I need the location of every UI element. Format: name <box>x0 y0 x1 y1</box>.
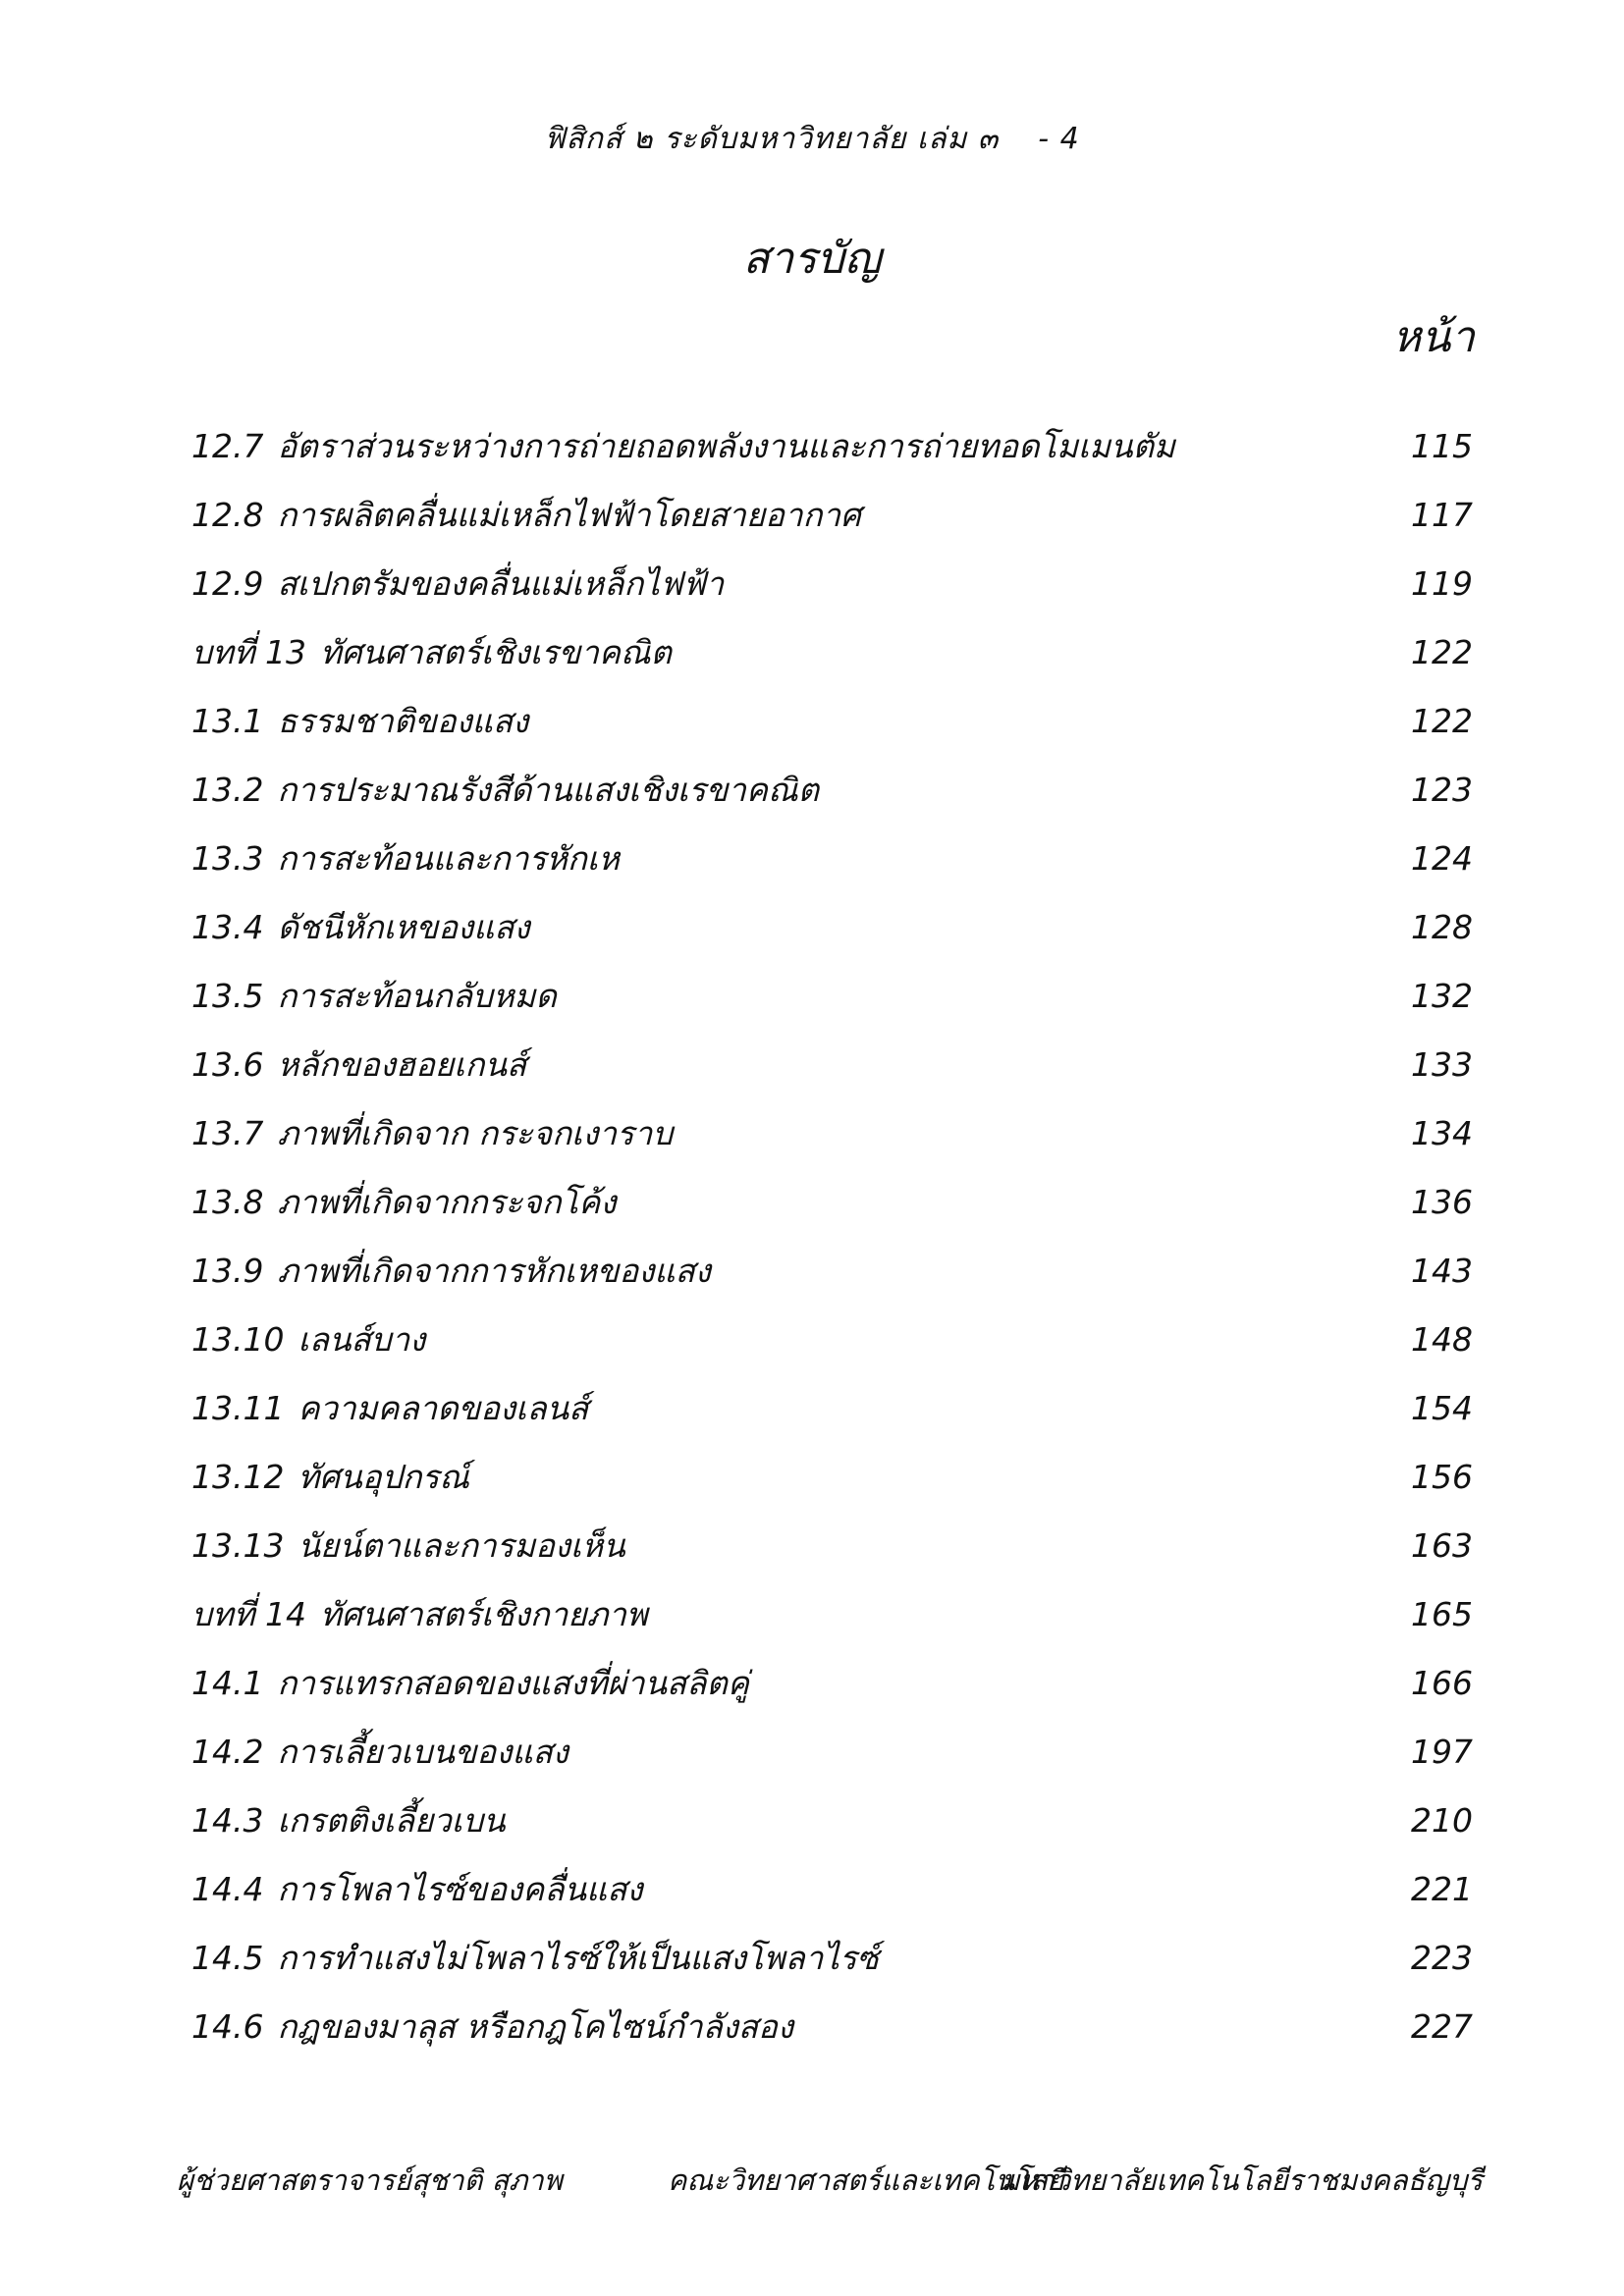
toc-entry-page: 210 <box>1411 1801 1473 1840</box>
toc-entry-title: เลนส์บาง <box>298 1320 426 1359</box>
toc-entry-title: การโพลาไรซ์ของคลื่นแสง <box>277 1870 643 1908</box>
toc-entry-page: 223 <box>1411 1939 1473 1977</box>
toc-entry-page: 148 <box>1411 1320 1473 1359</box>
running-header <box>0 116 1624 162</box>
toc-entry-number: 14.5 <box>191 1939 264 1977</box>
toc-entry <box>191 1374 1473 1443</box>
toc-entry-number: 14.3 <box>191 1801 264 1840</box>
toc-entry-title: การสะท้อนและการหักเห <box>277 839 620 878</box>
toc-entry-page: 115 <box>1411 427 1473 465</box>
toc-entry <box>191 1306 1473 1374</box>
toc-entry-page: 128 <box>1411 908 1473 946</box>
page-column-label: หน้า <box>1392 312 1475 362</box>
toc-entry-number: 14.4 <box>191 1870 264 1908</box>
toc-entry-number: 12.8 <box>191 496 264 534</box>
toc-entry <box>191 1718 1473 1787</box>
header-page-number: - 4 <box>1038 122 1080 156</box>
toc-entry-title: ธรรมชาติของแสง <box>277 702 529 740</box>
toc-entry-page: 166 <box>1411 1664 1473 1702</box>
toc-entry-page: 143 <box>1411 1252 1473 1290</box>
toc-entry-page: 132 <box>1411 977 1473 1015</box>
toc-entry-page: 119 <box>1411 564 1473 603</box>
toc-entry <box>191 1993 1473 2061</box>
toc-entry-title: การเลี้ยวเบนของแสง <box>277 1733 568 1771</box>
toc-entry <box>191 1855 1473 1924</box>
toc-entry-title: การประมาณรังสีด้านแสงเชิงเรขาคณิต <box>277 771 820 809</box>
toc-entry-number: 13.7 <box>191 1114 264 1152</box>
toc-entry <box>191 1168 1473 1237</box>
toc-entry <box>191 962 1473 1031</box>
toc-entry <box>191 893 1473 962</box>
toc-entry <box>191 1512 1473 1580</box>
toc-entry-number: 13.2 <box>191 771 264 809</box>
toc-entry-page: 117 <box>1411 496 1473 534</box>
table-of-contents <box>191 412 1473 2061</box>
toc-entry-number: 12.9 <box>191 564 264 603</box>
toc-entry-title: ภาพที่เกิดจากการหักเหของแสง <box>277 1252 711 1290</box>
toc-entry-title: ภาพที่เกิดจาก กระจกเงาราบ <box>277 1114 674 1152</box>
toc-entry <box>191 618 1473 687</box>
toc-entry-page: 163 <box>1411 1526 1473 1565</box>
toc-entry-title: การผลิตคลื่นแม่เหล็กไฟฟ้าโดยสายอากาศ <box>277 496 861 534</box>
footer-faculty: คณะวิทยาศาสตร์และเทคโนโลยี <box>668 2163 1064 2197</box>
toc-entry-title: ทัศนอุปกรณ์ <box>298 1458 469 1496</box>
toc-entry <box>191 825 1473 893</box>
toc-entry-page: 122 <box>1411 702 1473 740</box>
toc-entry-title: การสะท้อนกลับหมด <box>277 977 557 1015</box>
toc-entry-title: การทำแสงไม่โพลาไรซ์ให้เป็นแสงโพลาไรซ์ <box>277 1939 879 1977</box>
toc-entry-page: 221 <box>1411 1870 1473 1908</box>
toc-entry-title: อัตราส่วนระหว่างการถ่ายถอดพลังงานและการถ่ายทอดโมเมนตัม <box>277 427 1175 465</box>
toc-entry-number: 14.1 <box>191 1664 264 1702</box>
toc-entry <box>191 756 1473 825</box>
toc-entry-number: 13.4 <box>191 908 264 946</box>
toc-entry-number: บทที่ 14 <box>191 1595 306 1633</box>
toc-entry-title: เกรตติงเลี้ยวเบน <box>277 1801 506 1840</box>
footer-author: ผู้ช่วยศาสตราจารย์สุชาติ สุภาพ <box>177 2163 563 2197</box>
page-title: สารบัญ <box>742 234 882 284</box>
toc-entry-number: 13.6 <box>191 1045 264 1084</box>
toc-entry-title: ทัศนศาสตร์เชิงเรขาคณิต <box>319 633 672 671</box>
toc-entry-title: นัยน์ตาและการมองเห็น <box>298 1526 625 1565</box>
toc-entry-title: กฎของมาลุส หรือกฎโคไซน์กำลังสอง <box>277 2007 793 2046</box>
toc-entry-number: 13.5 <box>191 977 264 1015</box>
book-title: ฟิสิกส์ ๒ ระดับมหาวิทยาลัย เล่ม ๓ <box>544 122 1000 156</box>
toc-entry-number: 13.9 <box>191 1252 264 1290</box>
toc-entry <box>191 1787 1473 1855</box>
toc-entry-title: ทัศนศาสตร์เชิงกายภาพ <box>319 1595 648 1633</box>
toc-entry <box>191 481 1473 550</box>
toc-entry-number: 13.1 <box>191 702 264 740</box>
toc-entry <box>191 1649 1473 1718</box>
toc-entry-page: 197 <box>1411 1733 1473 1771</box>
toc-entry-page: 133 <box>1411 1045 1473 1084</box>
toc-entry-number: 13.3 <box>191 839 264 878</box>
toc-entry-number: บทที่ 13 <box>191 633 306 671</box>
toc-entry <box>191 1099 1473 1168</box>
toc-entry-page: 156 <box>1411 1458 1473 1496</box>
toc-entry-page: 136 <box>1411 1183 1473 1221</box>
toc-entry-title: ความคลาดของเลนส์ <box>298 1389 589 1427</box>
toc-entry <box>191 550 1473 618</box>
toc-entry <box>191 687 1473 756</box>
toc-entry <box>191 1580 1473 1649</box>
toc-entry-page: 154 <box>1411 1389 1473 1427</box>
toc-entry <box>191 1031 1473 1099</box>
toc-entry-number: 14.2 <box>191 1733 264 1771</box>
toc-entry-number: 12.7 <box>191 427 264 465</box>
footer-university: มหาวิทยาลัยเทคโนโลยีราชมงคลธัญบุรี <box>1001 2163 1483 2197</box>
toc-entry-title: สเปกตรัมของคลื่นแม่เหล็กไฟฟ้า <box>277 564 725 603</box>
toc-entry-page: 122 <box>1411 633 1473 671</box>
toc-entry-number: 13.11 <box>191 1389 285 1427</box>
toc-entry-page: 165 <box>1411 1595 1473 1633</box>
toc-entry-page: 123 <box>1411 771 1473 809</box>
toc-entry-number: 13.8 <box>191 1183 264 1221</box>
toc-entry <box>191 1443 1473 1512</box>
toc-entry-page: 227 <box>1411 2007 1473 2046</box>
toc-entry <box>191 1924 1473 1993</box>
toc-entry-number: 13.12 <box>191 1458 285 1496</box>
toc-entry <box>191 1237 1473 1306</box>
toc-entry-number: 13.13 <box>191 1526 285 1565</box>
toc-entry-page: 134 <box>1411 1114 1473 1152</box>
toc-entry <box>191 412 1473 481</box>
toc-entry-title: หลักของฮอยเกนส์ <box>277 1045 527 1084</box>
toc-entry-number: 14.6 <box>191 2007 264 2046</box>
toc-entry-title: ดัชนีหักเหของแสง <box>277 908 530 946</box>
toc-entry-title: ภาพที่เกิดจากกระจกโค้ง <box>277 1183 617 1221</box>
toc-entry-number: 13.10 <box>191 1320 285 1359</box>
toc-entry-title: การแทรกสอดของแสงที่ผ่านสลิตคู่ <box>277 1664 749 1702</box>
toc-entry-page: 124 <box>1411 839 1473 878</box>
